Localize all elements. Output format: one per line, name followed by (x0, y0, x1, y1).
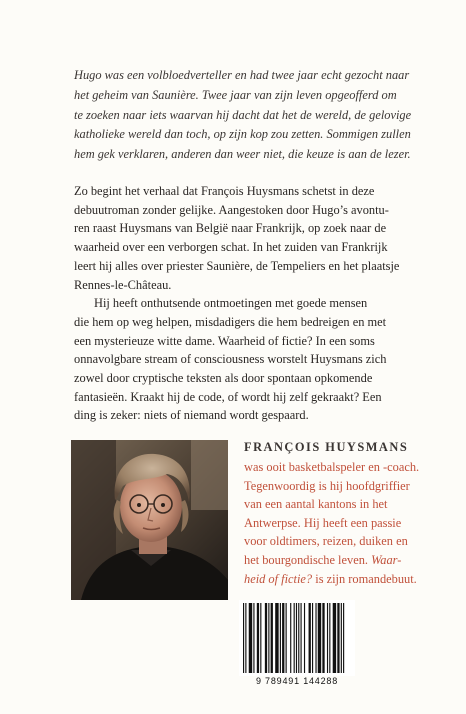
barcode-bar (294, 603, 295, 673)
barcode-bar (271, 603, 273, 673)
barcode-bar (322, 603, 324, 673)
book-title-italic: Waar- (371, 552, 402, 567)
barcode-digits: 9 789491 144288 (255, 676, 339, 686)
blurb-line: te zoeken naar iets waarvan hij dacht dat het de wereld, de gelovige (74, 107, 412, 122)
barcode-bar (280, 603, 281, 673)
bio-line (244, 551, 434, 570)
author-photo (71, 440, 228, 600)
synopsis-line: ding is zeker: niets of niemand wordt gespaard. (74, 408, 309, 423)
blurb-line: Hugo was een volbloedverteller en had twee jaar echt gezocht naar (74, 68, 410, 82)
barcode-bar (301, 603, 302, 673)
barcode-bar (298, 603, 299, 673)
barcode-bar (257, 603, 259, 673)
synopsis-paragraph-2 (74, 294, 430, 425)
synopsis-line: Zo begint het verhaal dat François Huysmans schetst in deze (74, 184, 375, 198)
synopsis-line: ren raast Huysmans van België naar Frankrijk, op zoek naar de (74, 221, 387, 236)
author-name: FRANÇOIS HUYSMANS (244, 440, 409, 454)
barcode-bar (296, 603, 297, 673)
synopsis-line: die hem op weg helpen, misdadigers die hem bedreigen en met (74, 314, 387, 329)
barcode-bar (268, 603, 269, 673)
synopsis-line: zowel door cryptische teksten als door spontaan opkomende (74, 371, 373, 386)
synopsis-line: Rennes-le-Château. (74, 277, 172, 292)
synopsis-line: onnavolgbare stream of consciousness worstelt Huysmans zich (74, 352, 387, 367)
synopsis-line: fantasieën. Kraakt hij de code, of wordt hij zelf gekraakt? Een (74, 389, 382, 404)
book-title-italic: heid of fictie? (244, 571, 313, 586)
bio-line: Tegenwoordig is hij hoofdgriffier (244, 478, 410, 493)
synopsis-line: een mysterieuze witte dame. Waarheid of fictie? In een soms (74, 333, 375, 348)
blurb-line: het geheim van Saunière. Twee jaar van zijn leven opgeofferd om (74, 87, 397, 102)
synopsis-paragraph-1 (74, 182, 430, 294)
synopsis-line: leert hij alles over priester Saunière, de Tempeliers en het plaatsje (74, 258, 400, 273)
bio-line (244, 570, 434, 589)
barcode-bar (260, 603, 261, 673)
isbn-barcode (239, 600, 355, 688)
barcode-bar (312, 603, 313, 673)
barcode-bar (243, 603, 244, 673)
barcode-bar (341, 603, 342, 673)
blurb-line: hem gek verklaren, anderen dan weer niet, die keuze is aan de lezer. (74, 147, 411, 162)
synopsis (74, 182, 430, 425)
author-bio (244, 458, 434, 588)
synopsis-line: waarheid over een verborgen schat. In het zuiden van Frankrijk (74, 240, 388, 255)
barcode-bar (318, 603, 321, 673)
barcode-bar (253, 603, 254, 673)
barcode-bar (275, 603, 278, 673)
barcode-bar (304, 603, 305, 673)
barcode-bars (239, 600, 355, 676)
barcode-bar (265, 603, 267, 673)
barcode-bar (337, 603, 339, 673)
synopsis-line: Hij heeft onthutsende ontmoetingen met goede mensen (94, 296, 368, 311)
barcode-bar (282, 603, 284, 673)
synopsis-line: debuutroman zonder gelijke. Aangestoken door Hugo’s avontu- (74, 202, 389, 217)
bio-line-text: is zijn romandebuut. (315, 571, 417, 586)
bio-line: voor oldtimers, reizen, duiken en (244, 534, 408, 549)
barcode-bar (286, 603, 287, 673)
bio-line-text: het bourgondische leven. (244, 552, 368, 567)
blurb-line: katholieke wereld dan toch, op zijn kop zou zetten. Sommigen zullen (74, 127, 411, 142)
barcode-bar (333, 603, 336, 673)
barcode-bar (343, 603, 344, 673)
bio-line: van een aantal kantons in het (244, 497, 388, 512)
barcode-bar (327, 603, 328, 673)
barcode-bar (315, 603, 316, 673)
barcode-bar (329, 603, 330, 673)
back-cover-blurb (74, 66, 424, 165)
barcode-bar (245, 603, 246, 673)
bio-line: was ooit basketbalspeler en -coach. (244, 460, 420, 474)
bio-line: Antwerpse. Hij heeft een passie (244, 515, 402, 530)
barcode-bar (309, 603, 311, 673)
barcode-bar (249, 603, 252, 673)
barcode-bar (290, 603, 291, 673)
